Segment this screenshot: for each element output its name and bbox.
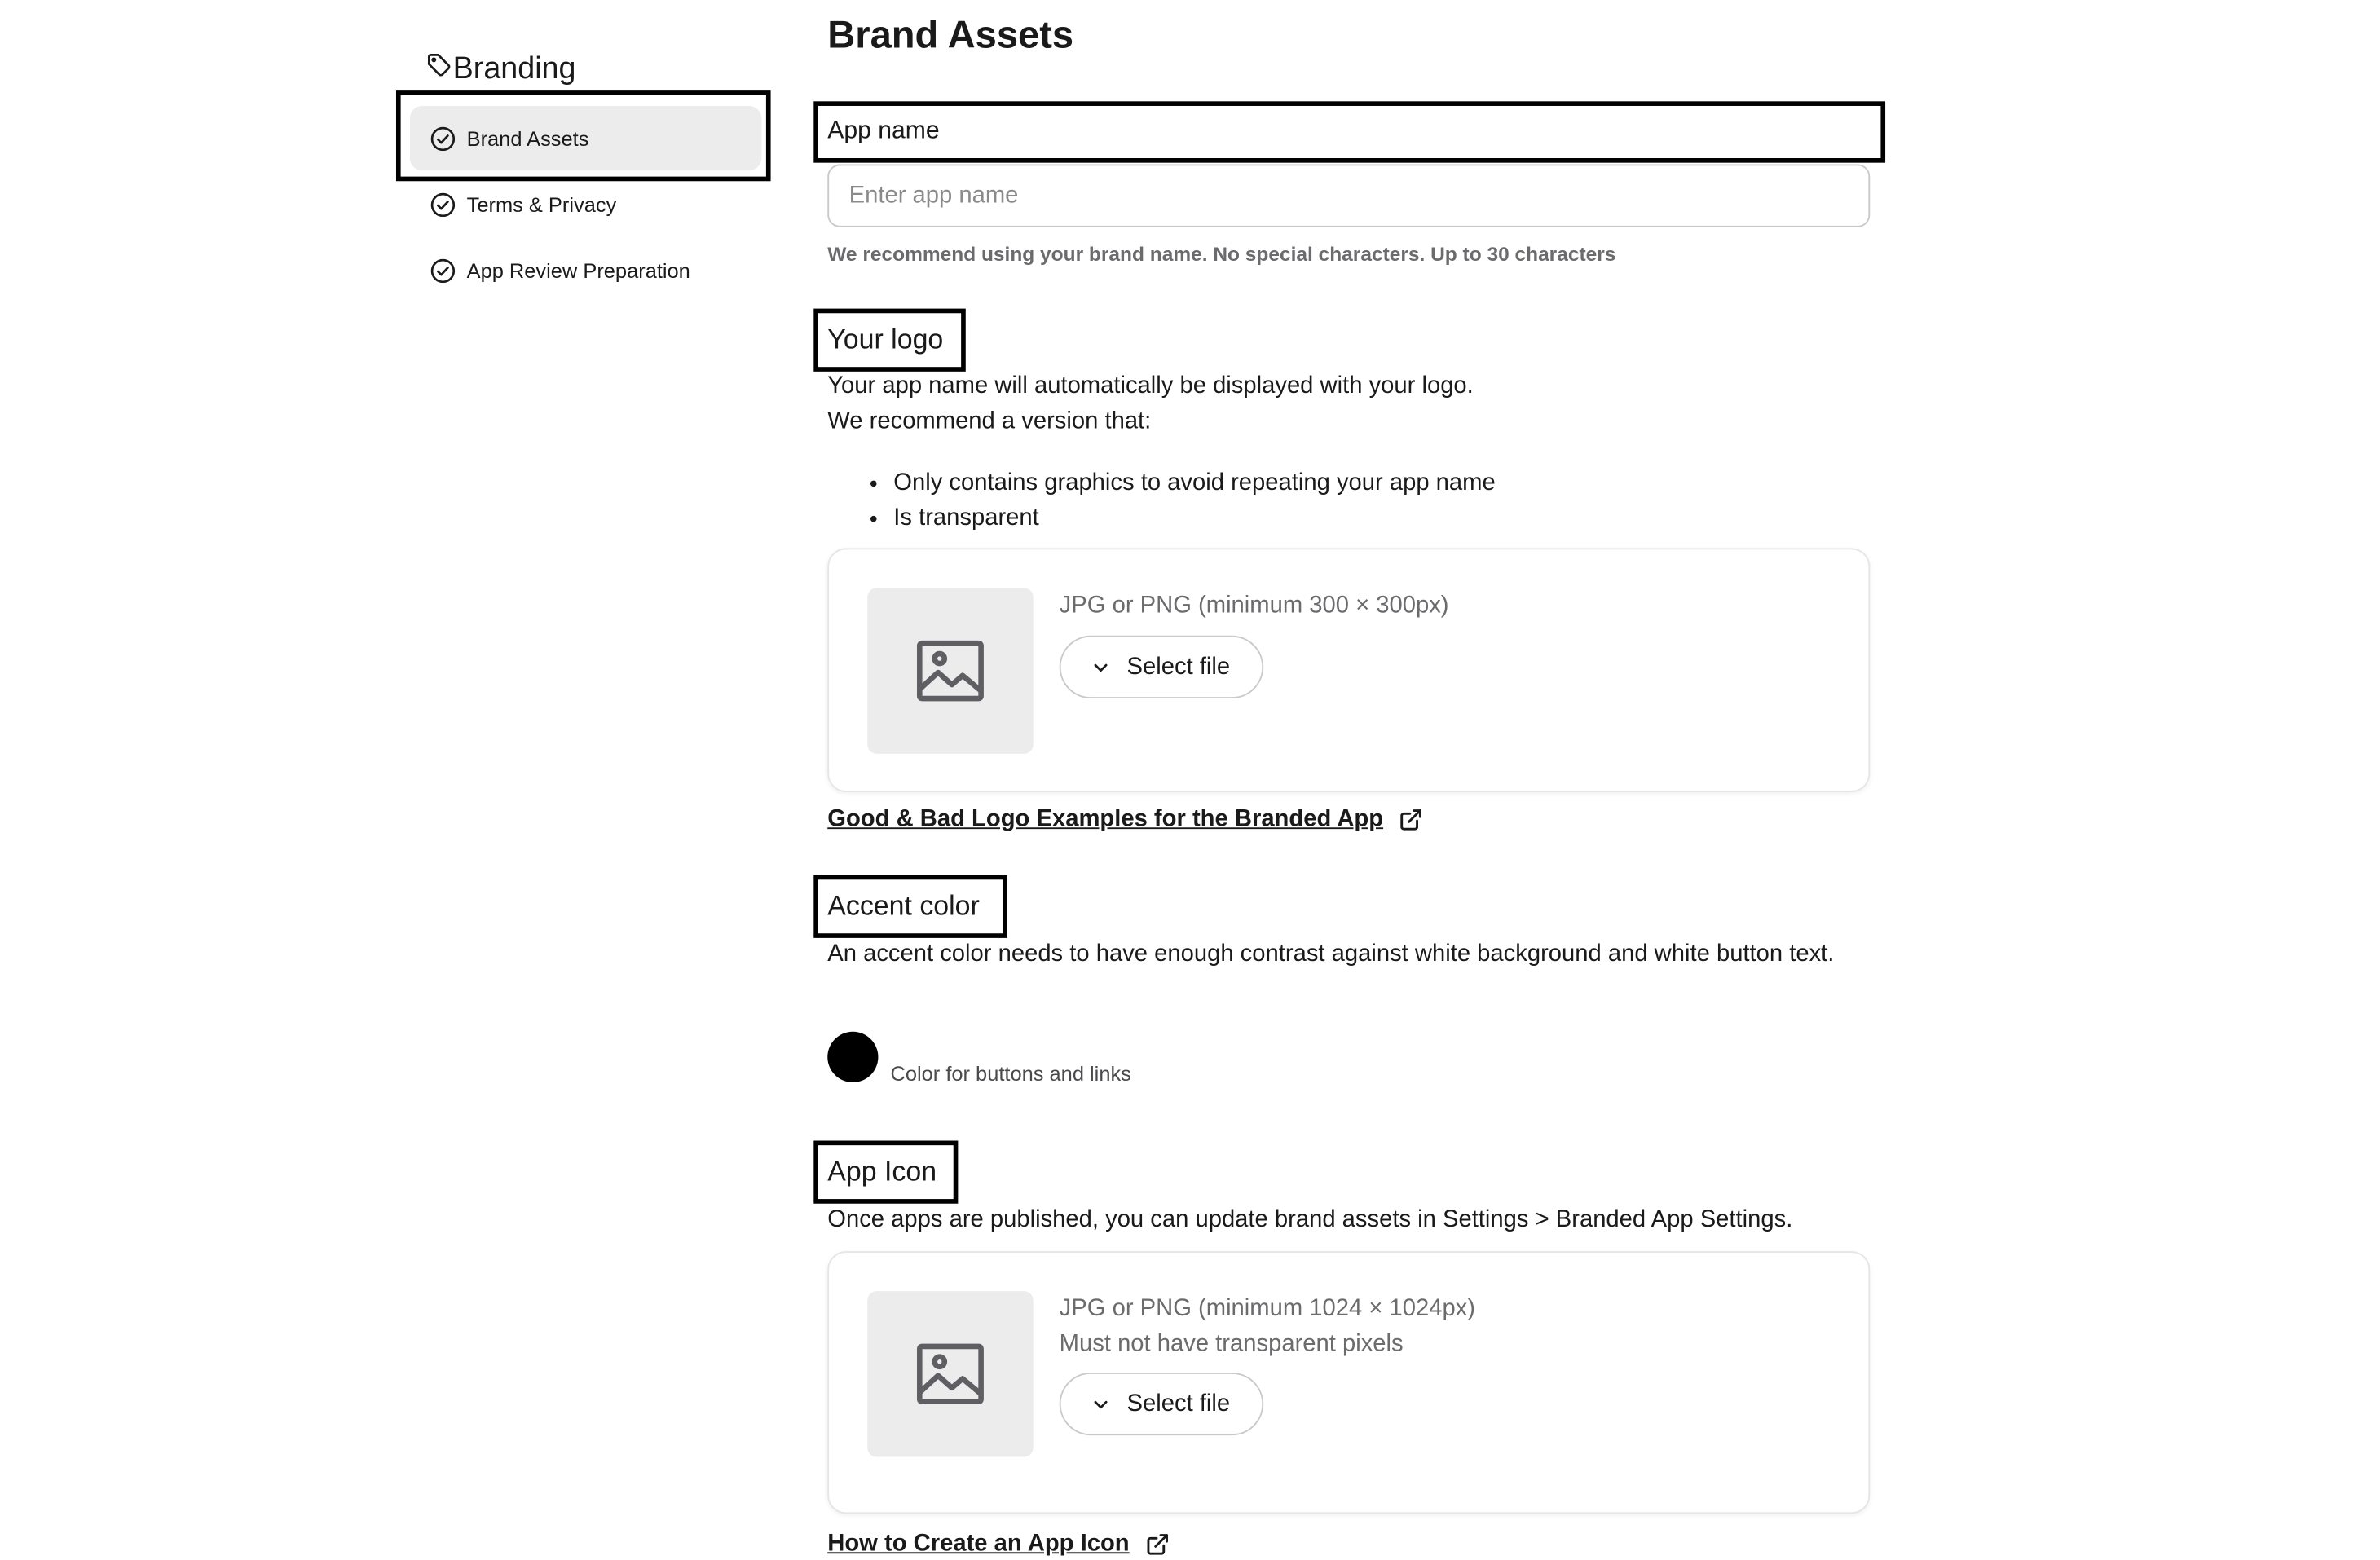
logo-thumbnail xyxy=(867,588,1033,753)
app-icon-section-title: App Icon xyxy=(827,1156,937,1188)
check-circle-icon xyxy=(430,258,456,284)
logo-requirement: JPG or PNG (minimum 300 × 300px) xyxy=(1059,593,1449,619)
app-name-label-outline xyxy=(813,101,1885,162)
page-title: Brand Assets xyxy=(827,13,1074,57)
external-link-icon xyxy=(1144,1532,1169,1557)
select-file-label: Select file xyxy=(1126,1390,1231,1417)
sidebar-item-label: App Review Preparation xyxy=(466,258,690,282)
check-circle-icon xyxy=(430,126,456,152)
image-placeholder-icon xyxy=(917,1343,985,1404)
accent-description: An accent color needs to have enough contrast against white background and white button text. xyxy=(827,941,1835,967)
app-name-help: We recommend using your brand name. No special characters. Up to 30 characters xyxy=(827,242,1616,266)
accent-swatch-label: Color for buttons and links xyxy=(890,1062,1131,1086)
app-icon-description: Once apps are published, you can update brand assets in Settings > Branded App Settings. xyxy=(827,1206,1793,1233)
logo-description-line1: Your app name will automatically be displayed with your logo. xyxy=(827,372,1474,399)
check-circle-icon xyxy=(430,192,456,218)
tag-icon xyxy=(427,52,453,78)
logo-section-title: Your logo xyxy=(827,324,944,355)
select-file-label: Select file xyxy=(1126,653,1231,680)
sidebar-item-label: Terms & Privacy xyxy=(466,192,617,216)
logo-upload-card xyxy=(827,548,1870,791)
logo-description xyxy=(827,370,1856,439)
app-name-input[interactable] xyxy=(827,165,1870,227)
logo-examples-link-label: Good & Bad Logo Examples for the Branded App xyxy=(827,805,1384,832)
list-item: • Only contains graphics to avoid repeating your app name xyxy=(893,465,1495,500)
app-icon-upload-card xyxy=(827,1251,1870,1514)
logo-examples-link[interactable] xyxy=(827,806,1423,834)
sidebar-item-brand-assets[interactable] xyxy=(410,106,761,170)
app-icon-requirement-line1: JPG or PNG (minimum 1024 × 1024px) xyxy=(1059,1295,1476,1322)
sidebar-title: Branding xyxy=(452,52,576,86)
logo-description-line2: We recommend a version that: xyxy=(827,408,1152,434)
app-icon-select-file-button[interactable] xyxy=(1060,1373,1264,1435)
app-icon-requirement-line2: Must not have transparent pixels xyxy=(1059,1330,1404,1357)
chevron-down-icon xyxy=(1090,1393,1111,1414)
logo-select-file-button[interactable] xyxy=(1060,636,1264,698)
app-icon-requirement xyxy=(1060,1293,1475,1362)
sidebar-item-app-review[interactable] xyxy=(410,238,761,302)
app-icon-howto-link-label: How to Create an App Icon xyxy=(827,1530,1130,1557)
app-name-label: App name xyxy=(827,118,940,145)
logo-recommendations xyxy=(827,465,1495,536)
sidebar-header xyxy=(427,52,576,87)
chevron-down-icon xyxy=(1090,656,1111,677)
image-placeholder-icon xyxy=(917,640,985,701)
app-icon-howto-link[interactable] xyxy=(827,1531,1169,1558)
accent-color-swatch[interactable] xyxy=(827,1032,878,1082)
app-icon-thumbnail xyxy=(867,1291,1033,1456)
accent-section-title: Accent color xyxy=(827,890,980,922)
sidebar-item-label: Brand Assets xyxy=(466,126,589,150)
sidebar-item-terms-privacy[interactable] xyxy=(410,172,761,236)
external-link-icon xyxy=(1399,808,1423,832)
list-item: • Is transparent xyxy=(893,500,1495,535)
